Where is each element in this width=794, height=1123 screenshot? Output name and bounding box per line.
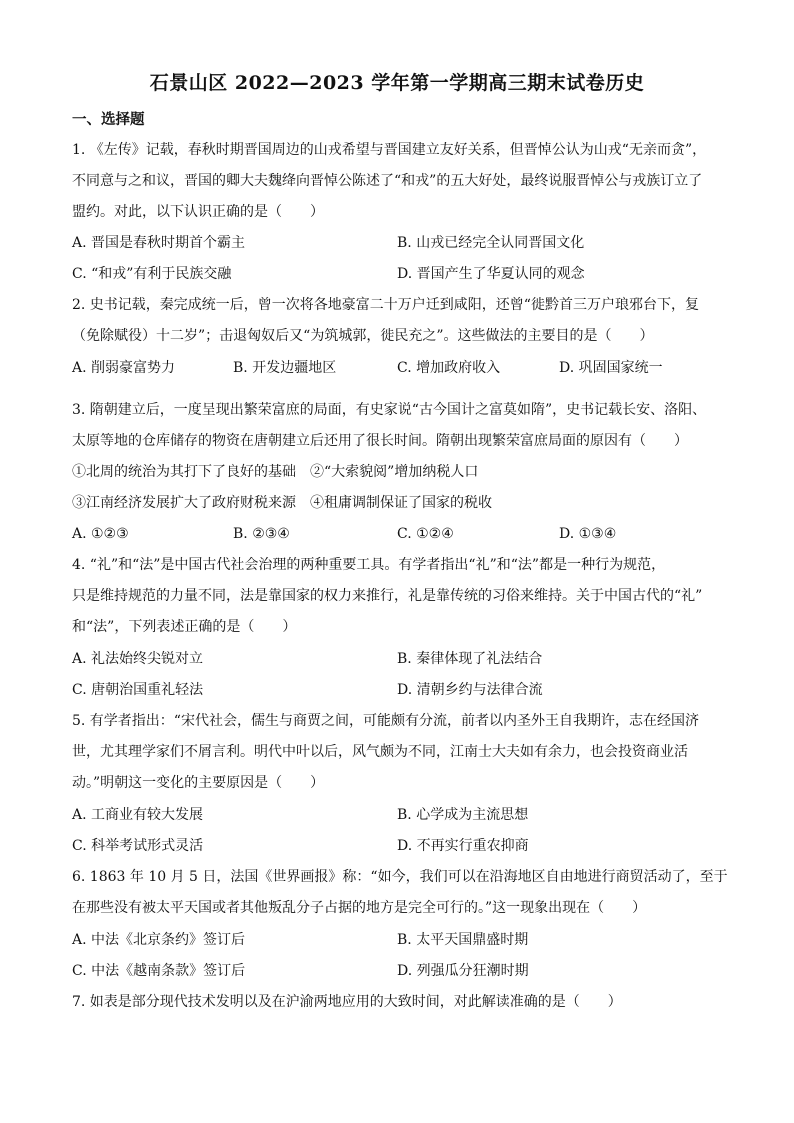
- question-5-option-b[interactable]: B. 心学成为主流思想: [397, 807, 529, 823]
- question-1-option-a[interactable]: A. 晋国是春秋时期首个霸主: [72, 235, 246, 251]
- question-4-line-2: 只是维持规范的力量不同，法是靠国家的权力来推行，礼是靠传统的习俗来维持。关于中国古代的“礼”: [72, 588, 703, 604]
- question-4-line-3: 和“法”，下列表述正确的是（ ）: [72, 619, 297, 635]
- question-3-line-1: 3. 隋朝建立后，一度呈现出繁荣富庶的局面，有史家说“古今国计之富莫如隋”，史书记载长安、洛阳、: [72, 402, 707, 418]
- question-5-option-c[interactable]: C. 科举考试形式灵活: [72, 838, 204, 854]
- question-6-line-1: 6. 1863 年 10 月 5 日，法国《世界画报》称：“如今，我们可以在沿海地区自由地进行商贸活动了，至于: [72, 869, 728, 885]
- question-3-option-b[interactable]: B. ②③④: [233, 526, 290, 542]
- question-6-option-a[interactable]: A. 中法《北京条约》签订后: [72, 932, 246, 948]
- question-2-option-a[interactable]: A. 削弱豪富势力: [72, 360, 176, 376]
- question-3-line-4: ③江南经济发展扩大了政府财税来源 ④租庸调制保证了国家的税收: [72, 495, 492, 511]
- question-6-option-c[interactable]: C. 中法《越南条款》签订后: [72, 963, 246, 979]
- question-4-option-b[interactable]: B. 秦律体现了礼法结合: [397, 651, 543, 667]
- question-1-line-3: 盟约。对此，以下认识正确的是（ ）: [72, 204, 324, 220]
- page-title: 石景山区 2022—2023 学年第一学期高三期末试卷历史: [149, 72, 645, 94]
- question-4-option-a[interactable]: A. 礼法始终尖锐对立: [72, 651, 204, 667]
- question-2-option-b[interactable]: B. 开发边疆地区: [233, 360, 337, 376]
- section-heading: 一、选择题: [72, 111, 145, 128]
- question-7-line-1: 7. 如表是部分现代技术发明以及在沪渝两地应用的大致时间，对此解读准确的是（ ）: [72, 994, 622, 1010]
- question-4-option-d[interactable]: D. 清朝乡约与法律合流: [397, 682, 543, 698]
- question-1-line-1: 1. 《左传》记载，春秋时期晋国周边的山戎希望与晋国建立友好关系，但晋悼公认为山戎“无亲而贪”，: [72, 142, 707, 158]
- question-4-line-1: 4. “礼”和“法”是中国古代社会治理的两种重要工具。有学者指出“礼”和“法”都是一种行为规范，: [72, 557, 666, 573]
- question-2-option-c[interactable]: C. 增加政府收入: [397, 360, 501, 376]
- question-4-option-c[interactable]: C. 唐朝治国重礼轻法: [72, 682, 204, 698]
- question-3-option-c[interactable]: C. ①②④: [397, 526, 454, 542]
- question-6-option-b[interactable]: B. 太平天国鼎盛时期: [397, 932, 529, 948]
- question-3-line-3: ①北周的统治为其打下了良好的基础 ②“大索貌阅”增加纳税人口: [72, 464, 479, 480]
- question-2-option-d[interactable]: D. 巩固国家统一: [559, 360, 663, 376]
- question-5-option-d[interactable]: D. 不再实行重农抑商: [397, 838, 529, 854]
- question-3-line-2: 太原等地的仓库储存的物资在唐朝建立后还用了很长时间。隋朝出现繁荣富庶局面的原因有（ ）: [72, 433, 688, 449]
- question-6-option-d[interactable]: D. 列强瓜分狂潮时期: [397, 963, 529, 979]
- question-2-line-1: 2. 史书记载，秦完成统一后，曾一次将各地豪富二十万户迁到咸阳，还曾“徙黔首三万户琅邪台下，复: [72, 297, 699, 313]
- question-2-line-2: （免除赋役）十二岁”；击退匈奴后又“为筑城郭，徙民充之”。这些做法的主要目的是（ ）: [72, 328, 654, 344]
- question-1-option-d[interactable]: D. 晋国产生了华夏认同的观念: [397, 266, 585, 282]
- question-6-line-2: 在那些没有被太平天国或者其他叛乱分子占据的地方是完全可行的。”这一现象出现在（ ）: [72, 900, 647, 916]
- question-5-option-a[interactable]: A. 工商业有较大发展: [72, 807, 204, 823]
- question-3-option-a[interactable]: A. ①②③: [72, 526, 129, 542]
- question-5-line-3: 动。”明朝这一变化的主要原因是（ ）: [72, 775, 325, 791]
- question-1-option-b[interactable]: B. 山戎已经完全认同晋国文化: [397, 235, 585, 251]
- question-5-line-1: 5. 有学者指出：“宋代社会，儒生与商贾之间，可能颇有分流，前者以内圣外王自我期许，志在经国济: [72, 713, 699, 729]
- question-5-line-2: 世，尤其理学家们不屑言利。明代中叶以后，风气颇为不同，江南士大夫如有余力，也会投资商业活: [72, 744, 688, 760]
- question-3-option-d[interactable]: D. ①③④: [559, 526, 617, 542]
- question-1-option-c[interactable]: C. “和戎”有利于民族交融: [72, 266, 232, 282]
- question-1-line-2: 不同意与之和议，晋国的卿大夫魏绛向晋悼公陈述了“和戎”的五大好处，最终说服晋悼公与戎族订立了: [72, 173, 703, 189]
